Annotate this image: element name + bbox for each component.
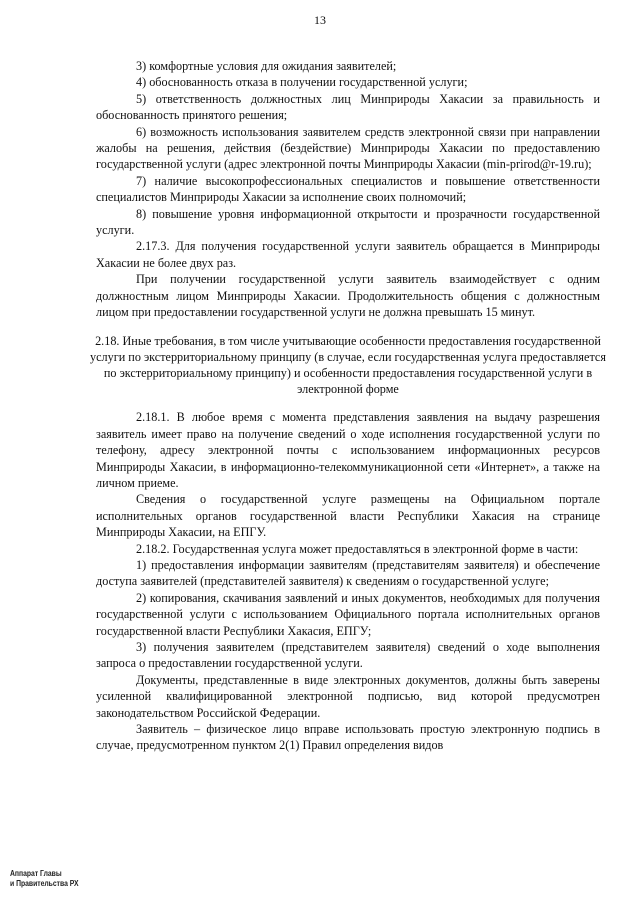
paragraph-simple-signature: Заявитель – физическое лицо вправе использовать простую электронную подпись в случае, предусмотренном пунктом 2(1) Правил определения видов [96,722,600,753]
paragraph-portal-info: Сведения о государственной услуге размещены на Официальном портале исполнительных органов государственной власти Республики Хакасия на странице Минприроды Хакасии, на ЕПГУ. [96,492,600,540]
paragraph-item-7: 7) наличие высокопрофессиональных специалистов и повышение ответственности специалистов Минприроды Хакасии за исполнение своих полномочий; [96,173,600,205]
paragraph-part-1: 1) предоставления информации заявителям (представителям заявителя) и обеспечение доступа заявителей (представителей заявителя) к сведениям о государственной услуге; [96,557,600,589]
section-heading-2-18: 2.18. Иные требования, в том числе учитывающие особенности предоставления государственной услуги по экстерриториальному принципу (в случае, если государственная услуга предоставляется по экстерриториальному принципу) и особенности предоставления государственной услуги в электронной форме [90,333,606,397]
footer-stamp-line-1: Аппарат Главы [10,869,62,878]
footer-stamp [10,869,79,889]
paragraph-2-18-1: 2.18.1. В любое время с момента представления заявления на выдачу разрешения заявитель имеет право на получение сведений о ходе исполнения государственной услуги по телефону, адресу электронной почты с использованием информационных ресурсов Минприроды Хакасии, в информационно-телекоммуникационной сети «Интернет», а также на личном приеме. [96,410,600,490]
paragraph-part-3: 3) получения заявителем (представителем заявителя) сведений о ходе выполнения запроса о предоставлении государственной услуги. [96,640,600,671]
footer-stamp-line-2: и Правительства РХ [10,879,79,888]
paragraph-electronic-docs: Документы, представленные в виде электронных документов, должны быть заверены усиленной квалифицированной электронной подписью, вид которой предусмотрен законодательством Российской Федерации. [96,672,600,720]
page-number: 13 [314,13,326,27]
paragraph-2-18-2: 2.18.2. Государственная услуга может предоставляться в электронной форме в части: [136,541,579,556]
paragraph-item-8: 8) повышение уровня информационной открытости и прозрачности государственной услуги. [96,206,600,238]
document-body [90,58,606,754]
paragraph-item-5: 5) ответственность должностных лиц Минприроды Хакасии за правильность и обоснованность принятого решения; [96,91,600,123]
paragraph-part-2: 2) копирования, скачивания заявлений и иных документов, необходимых для получения государственной услуги с использованием Официального портала исполнительных органов государственной власти Республики Хакасия, ЕПГУ; [96,590,600,638]
paragraph-2-17-3: 2.17.3. Для получения государственной услуги заявитель обращается в Минприроды Хакасии не более двух раз. [96,239,600,270]
paragraph-interaction: При получении государственной услуги заявитель взаимодействует с одним должностным лицом Минприроды Хакасии. Продолжительность общения с должностным лицом при предоставлении государственной услуги не должна превышать 15 минут. [96,272,600,320]
paragraph-item-4: 4) обоснованность отказа в получении государственной услуги; [136,75,468,90]
paragraph-item-6: 6) возможность использования заявителем средств электронной связи при направлении жалобы на решения, действия (бездействие) Минприроды Хакасии по предоставлению государственной услуги (адрес электронной почты Минприроды Хакасии (min-prirod@r-19.ru); [96,124,600,172]
paragraph-item-3: 3) комфортные условия для ожидания заявителей; [136,59,397,73]
